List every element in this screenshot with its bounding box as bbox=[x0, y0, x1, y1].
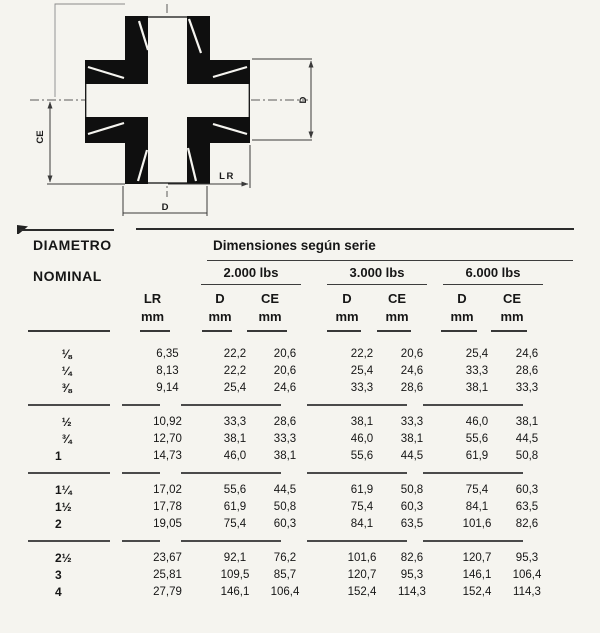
cell-d-2000: 75,4 bbox=[223, 518, 247, 530]
cell-d-6000: 101,6 bbox=[462, 518, 492, 530]
table-row bbox=[28, 431, 573, 448]
cell-nominal: 2½ bbox=[55, 551, 72, 565]
table-top-rule-left bbox=[20, 229, 114, 231]
col-header-d-2000: D bbox=[215, 291, 225, 306]
cell-ce-3000: 63,5 bbox=[400, 518, 424, 530]
cell-d-2000: 109,5 bbox=[220, 569, 250, 581]
cell-lr: 12,70 bbox=[153, 433, 182, 445]
cell-ce-2000: 20,6 bbox=[273, 348, 297, 360]
cell-nominal: ⅛ bbox=[55, 347, 72, 361]
cell-lr: 10,92 bbox=[153, 416, 182, 428]
cell-ce-2000: 76,2 bbox=[273, 552, 297, 564]
table-row bbox=[28, 499, 573, 516]
cell-d-6000: 146,1 bbox=[462, 569, 492, 581]
cell-d-3000: 38,1 bbox=[350, 416, 374, 428]
cell-ce-3000: 28,6 bbox=[400, 382, 424, 394]
cell-ce-6000: 106,4 bbox=[512, 569, 542, 581]
cell-d-6000: 75,4 bbox=[465, 484, 489, 496]
table-row bbox=[28, 567, 573, 584]
cell-d-3000: 33,3 bbox=[350, 382, 374, 394]
cell-d-6000: 120,7 bbox=[462, 552, 492, 564]
cell-d-2000: 33,3 bbox=[223, 416, 247, 428]
cell-d-6000: 38,1 bbox=[465, 382, 489, 394]
cell-ce-6000: 50,8 bbox=[515, 450, 539, 462]
cell-d-3000: 75,4 bbox=[350, 501, 374, 513]
table-header-row-2 bbox=[28, 264, 573, 285]
table-row bbox=[28, 380, 573, 397]
cell-nominal: ¼ bbox=[55, 364, 72, 378]
cell-d-3000: 84,1 bbox=[350, 518, 374, 530]
col-header-ce-6000: CE bbox=[502, 291, 522, 306]
cell-d-2000: 38,1 bbox=[223, 433, 247, 445]
cell-d-3000: 101,6 bbox=[347, 552, 377, 564]
label-d-bottom: D bbox=[161, 202, 169, 213]
cell-d-3000: 22,2 bbox=[350, 348, 374, 360]
cell-ce-2000: 38,1 bbox=[273, 450, 297, 462]
cell-ce-3000: 20,6 bbox=[400, 348, 424, 360]
label-lr: LR bbox=[219, 171, 235, 182]
series-group-title: Dimensiones según serie bbox=[207, 237, 573, 261]
unit-mm: mm bbox=[450, 309, 474, 324]
cell-ce-6000: 60,3 bbox=[515, 484, 539, 496]
col-header-lr: LR bbox=[143, 291, 162, 306]
cell-ce-2000: 28,6 bbox=[273, 416, 297, 428]
cell-ce-2000: 24,6 bbox=[273, 382, 297, 394]
cell-ce-3000: 95,3 bbox=[400, 569, 424, 581]
series-6000lbs-header: 6.000 lbs bbox=[443, 264, 543, 285]
unit-mm: mm bbox=[258, 309, 282, 324]
group-separator bbox=[28, 540, 573, 542]
cell-ce-3000: 33,3 bbox=[400, 416, 424, 428]
cell-lr: 6,35 bbox=[156, 348, 179, 360]
cell-d-2000: 146,1 bbox=[220, 586, 250, 598]
cell-ce-2000: 50,8 bbox=[273, 501, 297, 513]
nominal-diameter-header-line1: DIAMETRO bbox=[33, 237, 112, 253]
fitting-bore bbox=[85, 16, 250, 184]
col-header-ce-3000: CE bbox=[387, 291, 407, 306]
cell-ce-2000: 106,4 bbox=[270, 586, 300, 598]
table-row bbox=[28, 516, 573, 533]
cell-d-3000: 46,0 bbox=[350, 433, 374, 445]
cross-fitting-diagram bbox=[0, 0, 600, 228]
cell-d-6000: 55,6 bbox=[465, 433, 489, 445]
header-underlines bbox=[28, 330, 573, 332]
cell-lr: 19,05 bbox=[153, 518, 182, 530]
cell-d-2000: 25,4 bbox=[223, 382, 247, 394]
cell-lr: 9,14 bbox=[156, 382, 179, 394]
group-separator bbox=[28, 404, 573, 406]
cell-lr: 17,02 bbox=[153, 484, 182, 496]
table-row bbox=[28, 414, 573, 431]
cell-d-2000: 22,2 bbox=[223, 365, 247, 377]
cell-d-2000: 55,6 bbox=[223, 484, 247, 496]
cell-d-2000: 22,2 bbox=[223, 348, 247, 360]
cell-ce-2000: 85,7 bbox=[273, 569, 297, 581]
cell-ce-6000: 114,3 bbox=[513, 586, 541, 598]
unit-mm: mm bbox=[385, 309, 409, 324]
cell-ce-2000: 44,5 bbox=[273, 484, 297, 496]
series-3000lbs-header: 3.000 lbs bbox=[327, 264, 427, 285]
table-row bbox=[28, 550, 573, 567]
cell-ce-3000: 50,8 bbox=[400, 484, 424, 496]
cell-d-6000: 25,4 bbox=[465, 348, 489, 360]
cell-lr: 17,78 bbox=[153, 501, 182, 513]
cell-ce-3000: 114,3 bbox=[398, 586, 426, 598]
cell-ce-6000: 24,6 bbox=[515, 348, 539, 360]
cell-ce-6000: 44,5 bbox=[515, 433, 539, 445]
cell-nominal: ⅜ bbox=[55, 381, 72, 395]
cell-d-3000: 120,7 bbox=[347, 569, 377, 581]
cell-d-2000: 92,1 bbox=[223, 552, 247, 564]
cell-ce-6000: 38,1 bbox=[515, 416, 539, 428]
cell-d-2000: 46,0 bbox=[223, 450, 247, 462]
cell-d-6000: 33,3 bbox=[465, 365, 489, 377]
table-body bbox=[28, 346, 573, 601]
cell-lr: 14,73 bbox=[153, 450, 182, 462]
cell-d-6000: 152,4 bbox=[462, 586, 492, 598]
cell-d-6000: 84,1 bbox=[465, 501, 489, 513]
cell-ce-2000: 33,3 bbox=[273, 433, 297, 445]
cell-d-2000: 61,9 bbox=[223, 501, 247, 513]
table-row bbox=[28, 346, 573, 363]
table-row bbox=[28, 482, 573, 499]
cell-ce-6000: 95,3 bbox=[515, 552, 539, 564]
cell-nominal: 2 bbox=[55, 517, 62, 531]
label-ce: CE bbox=[35, 130, 46, 144]
cell-nominal: 1½ bbox=[55, 500, 72, 514]
cell-nominal: 1¼ bbox=[55, 483, 72, 497]
cell-lr: 27,79 bbox=[153, 586, 182, 598]
unit-mm: mm bbox=[335, 309, 359, 324]
dimensions-table bbox=[28, 232, 573, 601]
table-units-row bbox=[28, 309, 573, 324]
cell-lr: 25,81 bbox=[153, 569, 182, 581]
cell-d-3000: 152,4 bbox=[347, 586, 377, 598]
series-2000lbs-header: 2.000 lbs bbox=[201, 264, 301, 285]
col-header-d-6000: D bbox=[457, 291, 467, 306]
col-header-ce-2000: CE bbox=[260, 291, 280, 306]
group-separator bbox=[28, 472, 573, 474]
unit-mm: mm bbox=[140, 309, 165, 324]
table-top-rule-right bbox=[136, 228, 574, 230]
cell-nominal: 1 bbox=[55, 449, 62, 463]
cell-d-3000: 55,6 bbox=[350, 450, 374, 462]
cell-nominal: 3 bbox=[55, 568, 62, 582]
cell-lr: 23,67 bbox=[153, 552, 182, 564]
cell-ce-2000: 20,6 bbox=[273, 365, 297, 377]
cell-ce-6000: 63,5 bbox=[515, 501, 539, 513]
cell-ce-6000: 33,3 bbox=[515, 382, 539, 394]
table-row bbox=[28, 363, 573, 380]
table-row bbox=[28, 448, 573, 465]
cell-nominal: ¾ bbox=[55, 432, 72, 446]
col-header-d-3000: D bbox=[342, 291, 352, 306]
cell-d-3000: 25,4 bbox=[350, 365, 374, 377]
table-header-row-1 bbox=[28, 232, 573, 261]
cell-d-6000: 46,0 bbox=[465, 416, 489, 428]
cell-d-6000: 61,9 bbox=[465, 450, 489, 462]
unit-mm: mm bbox=[208, 309, 232, 324]
cell-ce-3000: 44,5 bbox=[400, 450, 424, 462]
cell-nominal: 4 bbox=[55, 585, 62, 599]
table-subheader-row bbox=[28, 291, 573, 306]
cell-lr: 8,13 bbox=[156, 365, 179, 377]
label-d-right: D bbox=[298, 96, 309, 104]
cell-ce-3000: 60,3 bbox=[400, 501, 424, 513]
cell-ce-3000: 38,1 bbox=[400, 433, 424, 445]
table-row bbox=[28, 584, 573, 601]
cell-ce-3000: 24,6 bbox=[400, 365, 424, 377]
cell-d-3000: 61,9 bbox=[350, 484, 374, 496]
cell-nominal: ½ bbox=[55, 415, 72, 429]
cell-ce-6000: 28,6 bbox=[515, 365, 539, 377]
cell-ce-2000: 60,3 bbox=[273, 518, 297, 530]
nominal-diameter-header-line2: NOMINAL bbox=[33, 268, 102, 284]
unit-mm: mm bbox=[500, 309, 524, 324]
cell-ce-3000: 82,6 bbox=[400, 552, 424, 564]
cell-ce-6000: 82,6 bbox=[515, 518, 539, 530]
